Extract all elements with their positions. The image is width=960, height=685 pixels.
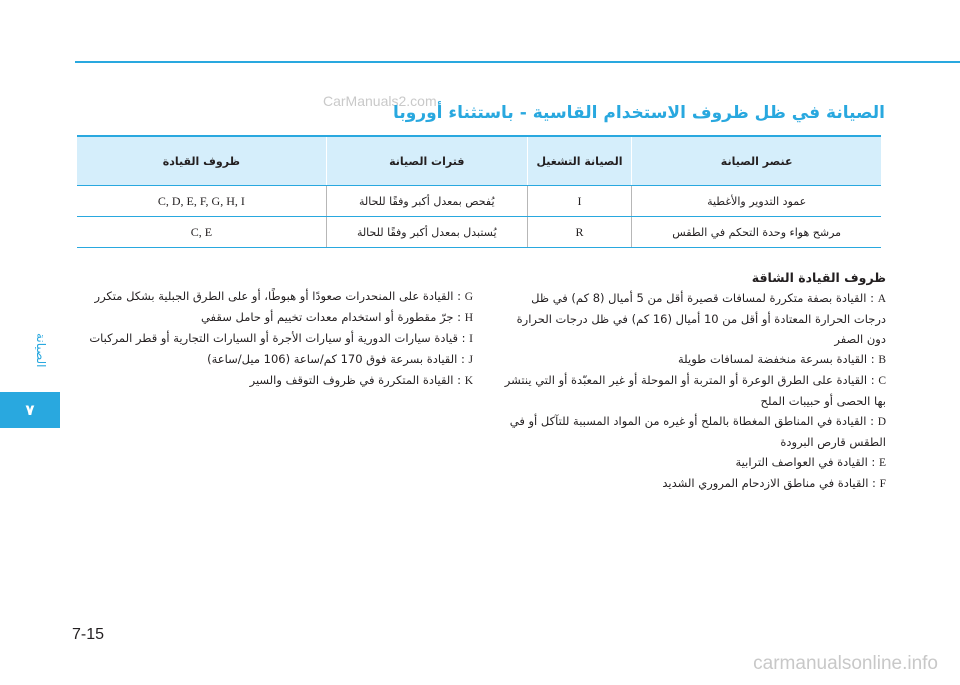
section-title: الصيانة في ظل ظروف الاستخدام القاسية - باستثناء أوروبا bbox=[393, 103, 885, 123]
condition-item: G : القيادة على المنحدرات صعودًا أو هبوطًا، أو على الطرق الجبلية بشكل متكرر bbox=[94, 289, 473, 303]
condition-text: القيادة بسرعة فوق 170 كم/ساعة (106 ميل/ساعة) bbox=[207, 352, 458, 366]
condition-text: القيادة في العواصف الترابية bbox=[735, 455, 868, 469]
condition-item: C : القيادة على الطرق الوعرة أو المتربة أو الموحلة أو غير المعبّدة أو التي ينتشر بها الحصى أو حبيبات الملح bbox=[504, 373, 886, 408]
condition-text: القيادة بصفة متكررة لمسافات قصيرة أقل من 5 أميال (8 كم) في ظل درجات الحرارة المعتادة أو أقل من 10 أميال (16 كم) في ظل درجات الحرارة دون الصفر bbox=[516, 291, 886, 346]
condition-item: E : القيادة في العواصف الترابية bbox=[735, 455, 886, 469]
condition-item: H : جرّ مقطورة أو استخدام معدات تخييم أو حامل سقفي bbox=[200, 310, 473, 324]
cell-operation: R bbox=[527, 217, 632, 248]
condition-text: القيادة المتكررة في ظروف التوقف والسير bbox=[249, 373, 454, 387]
watermark-top: CarManuals2.com bbox=[323, 93, 437, 109]
condition-item: K : القيادة المتكررة في ظروف التوقف والسير bbox=[249, 373, 473, 387]
cell-interval: يُفحص بمعدل أكبر وفقًا للحالة bbox=[326, 186, 527, 217]
condition-code: C bbox=[878, 375, 886, 387]
condition-item: A : القيادة بصفة متكررة لمسافات قصيرة أقل من 5 أميال (8 كم) في ظل درجات الحرارة المعتادة أو أقل من 10 أميال (16 كم) في ظل درجات الحرارة دون الصفر bbox=[516, 291, 886, 346]
header-interval: فترات الصيانة bbox=[326, 136, 527, 186]
chapter-side-label: الصيانة bbox=[34, 332, 48, 368]
cell-operation: I bbox=[527, 186, 632, 217]
condition-code: A bbox=[877, 293, 886, 305]
condition-item: J : القيادة بسرعة فوق 170 كم/ساعة (106 ميل/ساعة) bbox=[207, 352, 473, 366]
header-driving-condition: ظروف القيادة bbox=[77, 136, 326, 186]
condition-code: B bbox=[878, 354, 886, 366]
table-row bbox=[77, 217, 881, 248]
table-header-row bbox=[77, 136, 881, 186]
condition-text: القيادة بسرعة منخفضة لمسافات طويلة bbox=[678, 352, 868, 366]
conditions-column-right bbox=[502, 268, 886, 494]
condition-text: قيادة سيارات الدورية أو سيارات الأجرة أو السيارات التجارية أو قطر المركبات bbox=[89, 331, 458, 345]
condition-code: G bbox=[464, 291, 473, 303]
table-row bbox=[77, 186, 881, 217]
condition-code: I bbox=[469, 333, 473, 345]
condition-text: جرّ مقطورة أو استخدام معدات تخييم أو حامل سقفي bbox=[200, 310, 454, 324]
condition-text: القيادة في المناطق المغطاة بالملح أو غيره من المواد المسببة للتآكل أو في الطقس قارص البرودة bbox=[509, 414, 886, 449]
condition-item: B : القيادة بسرعة منخفضة لمسافات طويلة bbox=[678, 352, 886, 366]
condition-text: القيادة على الطرق الوعرة أو المتربة أو الموحلة أو غير المعبّدة أو التي ينتشر بها الحصى أو حبيبات الملح bbox=[504, 373, 886, 408]
maintenance-table bbox=[77, 135, 881, 248]
chapter-tab: ٧ bbox=[0, 392, 60, 428]
header-maintenance-item: عنصر الصيانة bbox=[632, 136, 881, 186]
condition-code: K bbox=[464, 375, 473, 387]
condition-item: F : القيادة في مناطق الازدحام المروري الشديد bbox=[662, 476, 886, 490]
cell-conditions: C, E bbox=[77, 217, 326, 248]
conditions-title: ظروف القيادة الشاقة bbox=[751, 270, 886, 285]
header-operation: الصيانة التشغيل bbox=[527, 136, 632, 186]
cell-item: مرشح هواء وحدة التحكم في الطقس bbox=[632, 217, 881, 248]
cell-item: عمود التدوير والأغطية bbox=[632, 186, 881, 217]
condition-code: D bbox=[877, 416, 886, 428]
condition-item: D : القيادة في المناطق المغطاة بالملح أو غيره من المواد المسببة للتآكل أو في الطقس قارص البرودة bbox=[509, 414, 886, 449]
condition-text: القيادة على المنحدرات صعودًا أو هبوطًا، أو على الطرق الجبلية بشكل متكرر bbox=[94, 289, 454, 303]
condition-code: J bbox=[468, 354, 473, 366]
condition-text: القيادة في مناطق الازدحام المروري الشديد bbox=[662, 476, 869, 490]
condition-code: F bbox=[879, 478, 886, 490]
watermark-bottom: carmanualsonline.info bbox=[753, 653, 938, 674]
condition-code: E bbox=[878, 457, 886, 469]
condition-item: I : قيادة سيارات الدورية أو سيارات الأجرة أو السيارات التجارية أو قطر المركبات bbox=[89, 331, 473, 345]
page-number: 7-15 bbox=[72, 626, 105, 643]
top-divider bbox=[75, 61, 960, 63]
cell-interval: يُستبدل بمعدل أكبر وفقًا للحالة bbox=[326, 217, 527, 248]
conditions-column-left bbox=[78, 286, 473, 391]
cell-conditions: C, D, E, F, G, H, I bbox=[77, 186, 326, 217]
condition-code: H bbox=[464, 312, 473, 324]
